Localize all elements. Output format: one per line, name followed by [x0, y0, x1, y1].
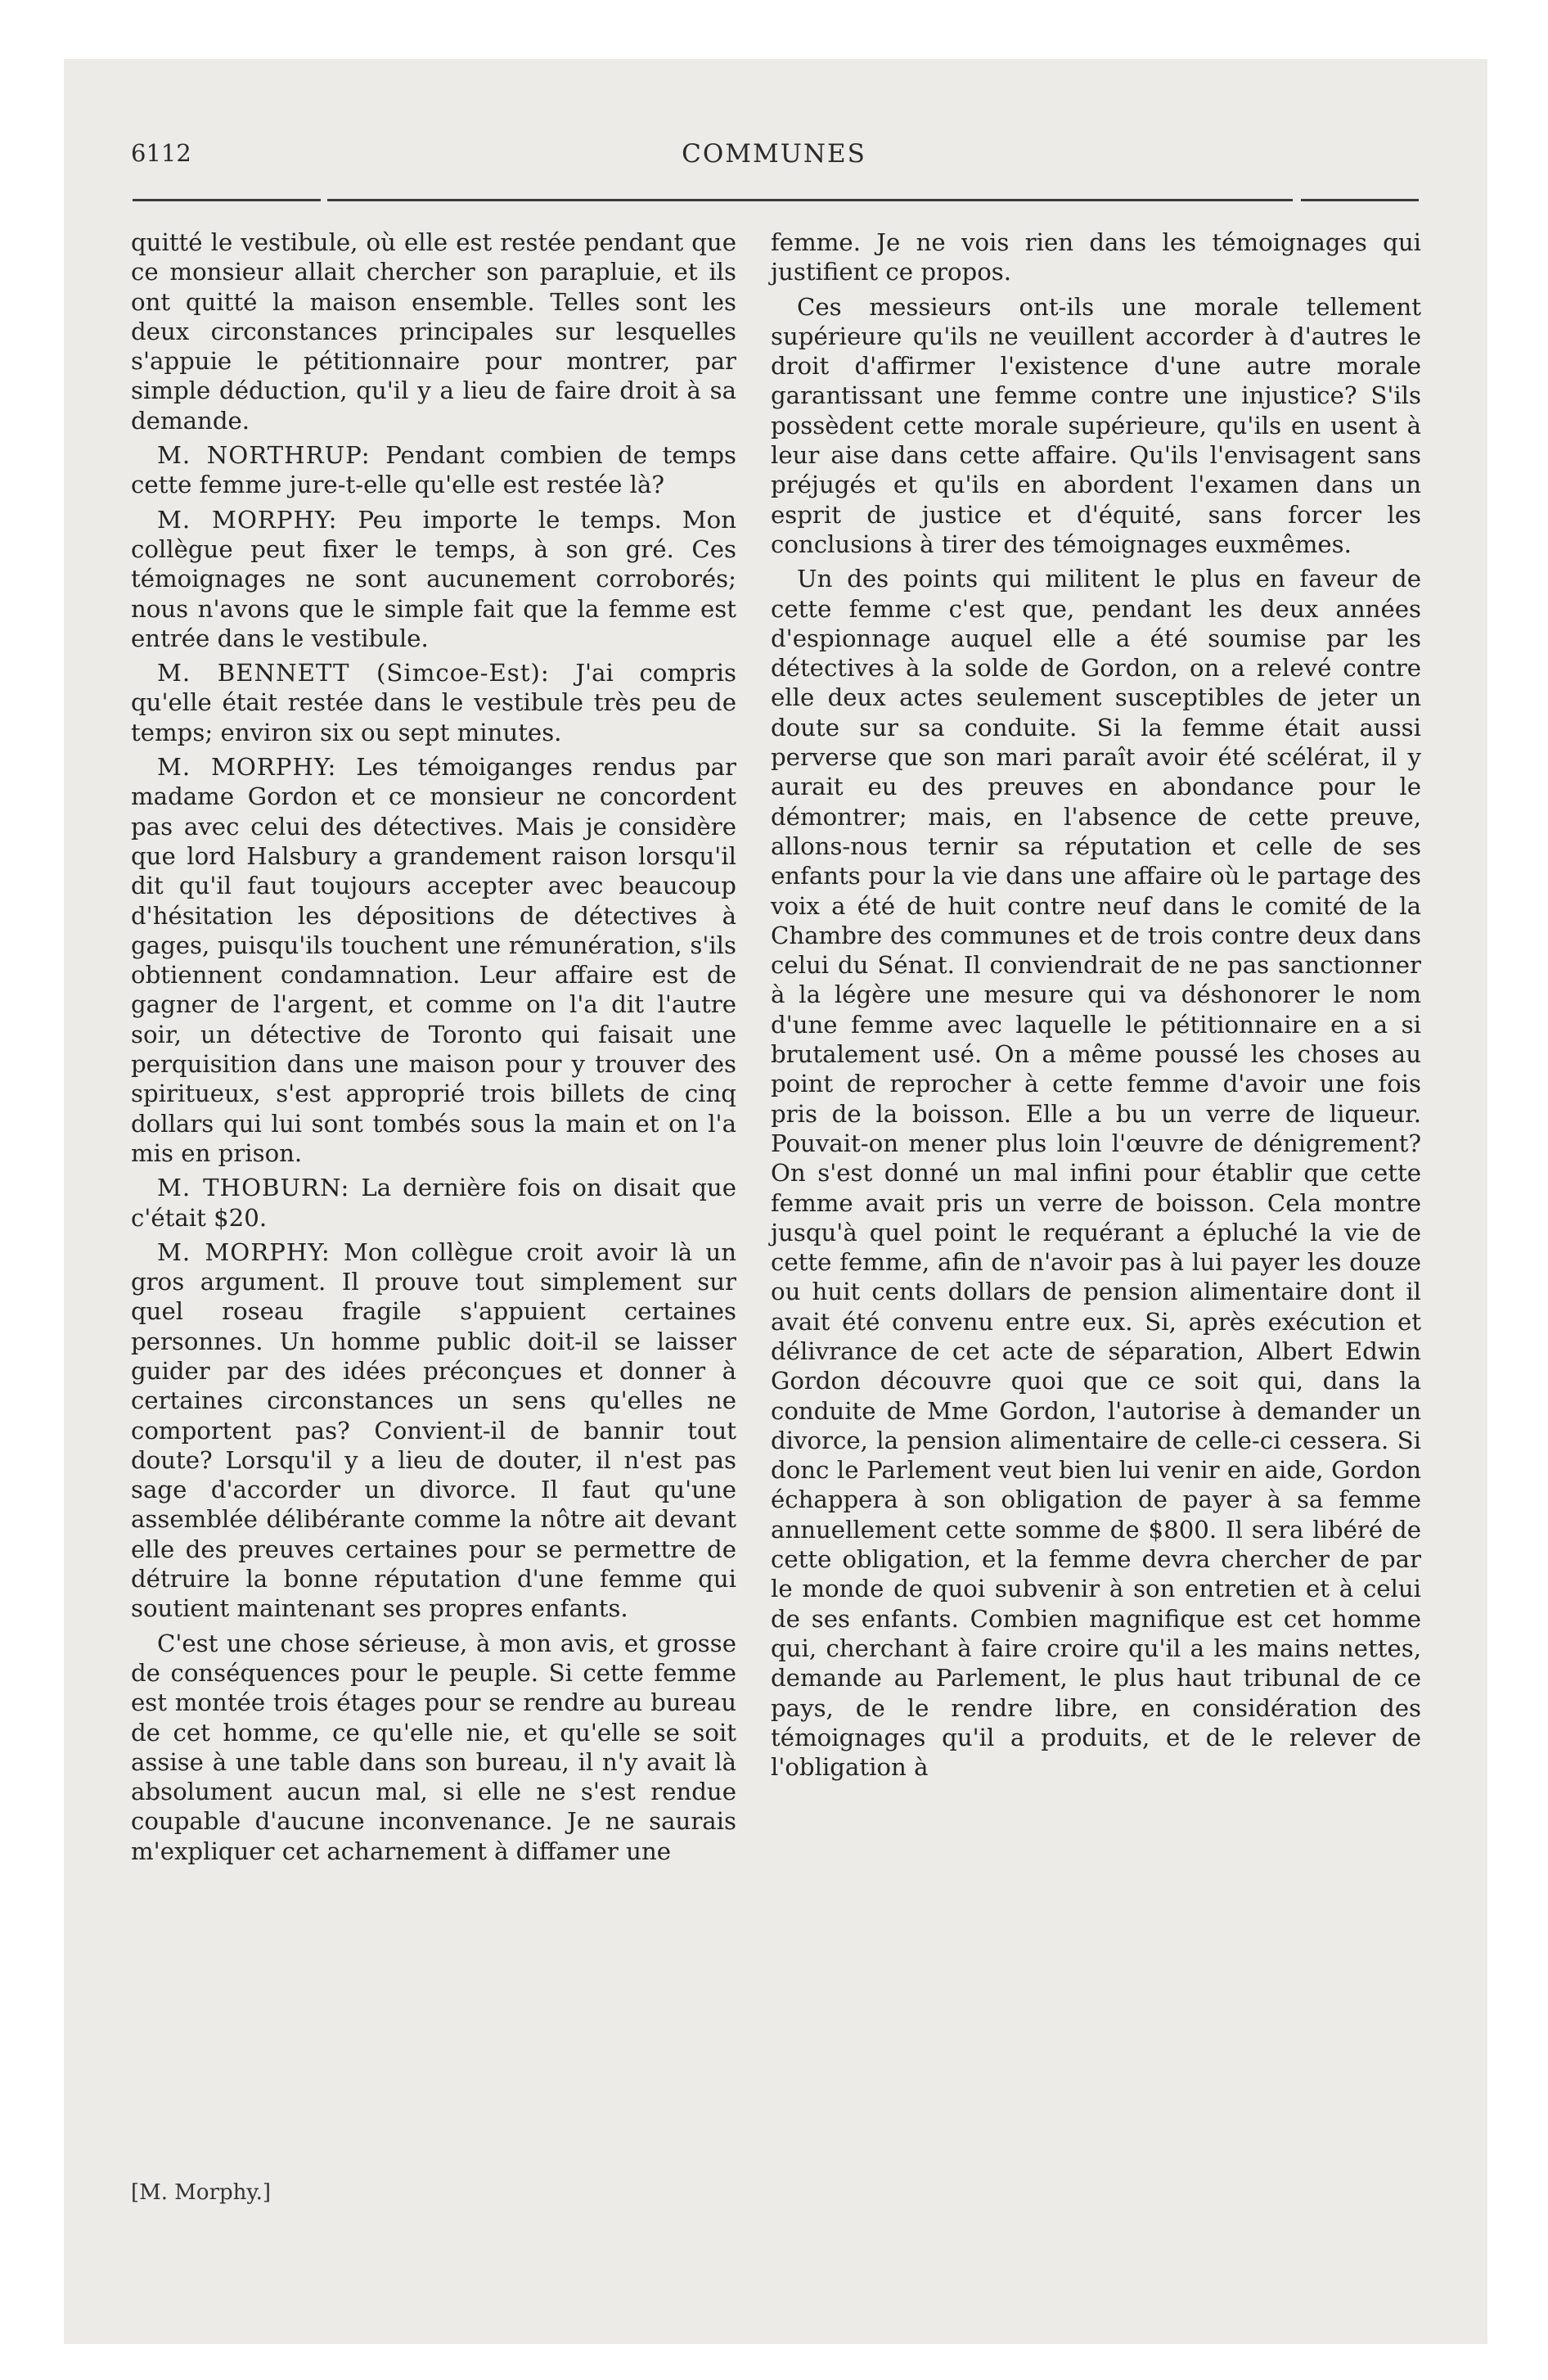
page-number: 6112: [131, 139, 191, 167]
speaker-name: M. NORTHRUP:: [157, 441, 371, 470]
speaker-name: M. BENNETT (Simcoe-Est):: [157, 659, 550, 687]
left-column: [131, 228, 736, 1871]
speech-paragraph: M. BENNETT (Simcoe-Est): J'ai compris qu'elle était restée dans le vestibule très peu de temps; environ six ou sept minutes.: [131, 659, 736, 746]
speech-paragraph: M. NORTHRUP: Pendant combien de temps cette femme jure-t-elle qu'elle est restée là?: [131, 441, 736, 499]
speaker-tag: [M. Morphy.]: [131, 2180, 272, 2205]
paragraph: quitté le vestibule, où elle est restée pendant que ce monsieur allait chercher son parapluie, et ils ont quitté la maison ensemble. Telles sont les deux circonstances principales sur lesquelles s'appuie le pétitionnaire pour montrer, par simple déduction, qu'il y a lieu de faire droit à sa demande.: [131, 228, 736, 435]
speaker-name: M. THOBURN:: [157, 1174, 350, 1202]
speaker-name: M. MORPHY:: [157, 1237, 331, 1266]
header-rule: [1301, 199, 1419, 201]
header-rule: [327, 199, 1293, 201]
speech-paragraph: M. THOBURN: La dernière fois on disait que c'était $20.: [131, 1174, 736, 1232]
speaker-name: M. MORPHY:: [157, 505, 338, 534]
paragraph: C'est une chose sérieuse, à mon avis, et grosse de conséquences pour le peuple. Si cette femme est montée trois étages pour se rendre au bureau de cet homme, ce qu'elle nie, et qu'elle se soit assise à une table dans son bureau, il n'y avait là absolument aucun mal, si elle ne s'est rendue coupable d'aucune inconvenance. Je ne saurais m'expliquer cet acharnement à diffamer une: [131, 1629, 736, 1865]
paragraph: femme. Je ne vois rien dans les témoignages qui justifient ce propos.: [771, 228, 1421, 286]
speaker-name: M. MORPHY:: [157, 753, 337, 782]
paragraph: Un des points qui militent le plus en faveur de cette femme c'est que, pendant les deux années d'espionnage auquel elle a été soumise par les détectives à la solde de Gordon, on a relevé contre elle deux actes seulement susceptibles de jeter un doute sur sa conduite. Si la femme était aussi perverse que son mari paraît avoir été scélérat, il y aurait eu des preuves en abondance pour le démontrer; mais, en l'absence de cette preuve, allons-nous ternir sa réputation et celle de ses enfants pour la vie dans une affaire où le partage des voix a été de huit contre neuf dans le comité de la Chambre des communes et de trois contre deux dans celui du Sénat. Il conviendrait de ne pas sanctionner à la légère une mesure qui va déshonorer le nom d'une femme avec laquelle le pétitionnaire en a si brutalement usé. On a même poussé les choses au point de reprocher à cette femme d'avoir une fois pris de la boisson. Elle a bu un verre de liqueur. Pouvait-on mener plus loin l'œuvre de dénigrement? On s'est donné un mal infini pour établir que cette femme avait pris un verre de boisson. Cela montre jusqu'à quel point le requérant a épluché la vie de cette femme, afin de n'avoir pas à lui payer les douze ou huit cents dollars de pension alimentaire dont il avait été convenu entre eux. Si, après exécution et délivrance de cet acte de séparation, Albert Edwin Gordon découvre quoi que ce soit qui, dans la conduite de Mme Gordon, l'autorise à demander un divorce, la pension alimentaire de celle-ci cessera. Si donc le Parlement veut bien lui venir en aide, Gordon échappera à son obligation de payer à sa femme annuellement cette somme de $800. Il sera libéré de cette obligation, et la femme devra chercher de par le monde de quoi subvenir à son entretien et à celui de ses enfants. Combien magnifique est cet homme qui, cherchant à faire croire qu'il a les mains nettes, demande au Parlement, le plus haut tribunal de ce pays, de le rendre libre, en considération des témoignages qu'il a produits, et de le relever de l'obligation à: [771, 565, 1421, 1782]
running-head: COMMUNES: [682, 139, 866, 169]
speech-paragraph: M. MORPHY: Les témoiganges rendus par madame Gordon et ce monsieur ne concordent pas avec celui des détectives. Mais je considère que lord Halsbury a grandement raison lorsqu'il dit qu'il faut toujours accepter avec beaucoup d'hésitation les dépositions de détectives à gages, puisqu'ils touchent une rémunération, s'ils obtiennent condamnation. Leur affaire est de gagner de l'argent, et comme on l'a dit l'autre soir, un détective de Toronto qui faisait une perquisition dans une maison pour y trouver des spiritueux, s'est approprié trois billets de cinq dollars qui lui sont tombés sous la main et on l'a mis en prison.: [131, 753, 736, 1167]
speech-paragraph: M. MORPHY: Mon collègue croit avoir là un gros argument. Il prouve tout simplement sur quel roseau fragile s'appuient certaines personnes. Un homme public doit-il se laisser guider par des idées préconçues et donner à certaines circonstances un sens qu'elles ne comportent pas? Convient-il de bannir tout doute? Lorsqu'il y a lieu de douter, il n'est pas sage d'accorder un divorce. Il faut qu'une assemblée délibérante comme la nôtre ait devant elle des preuves certaines pour se permettre de détruire la bonne réputation d'une femme qui soutient maintenant ses propres enfants.: [131, 1237, 737, 1623]
paragraph: Ces messieurs ont-ils une morale tellement supérieure qu'ils ne veuillent accorder à d'autres le droit d'affirmer l'existence d'une autre morale garantissant une femme contre une injustice? S'ils possèdent cette morale supérieure, qu'ils en usent à leur aise dans cette affaire. Qu'ils l'envisagent sans préjugés et qu'ils en abordent l'examen dans un esprit de justice et d'équité, sans forcer les conclusions à tirer des témoignages euxmêmes.: [771, 292, 1421, 558]
right-column: [771, 228, 1421, 1787]
header-rule: [133, 199, 321, 201]
speech-paragraph: M. MORPHY: Peu importe le temps. Mon collègue peut fixer le temps, à son gré. Ces témoignages ne sont aucunement corroborés; nous n'avons que le simple fait que la femme est entrée dans le vestibule.: [131, 505, 736, 652]
